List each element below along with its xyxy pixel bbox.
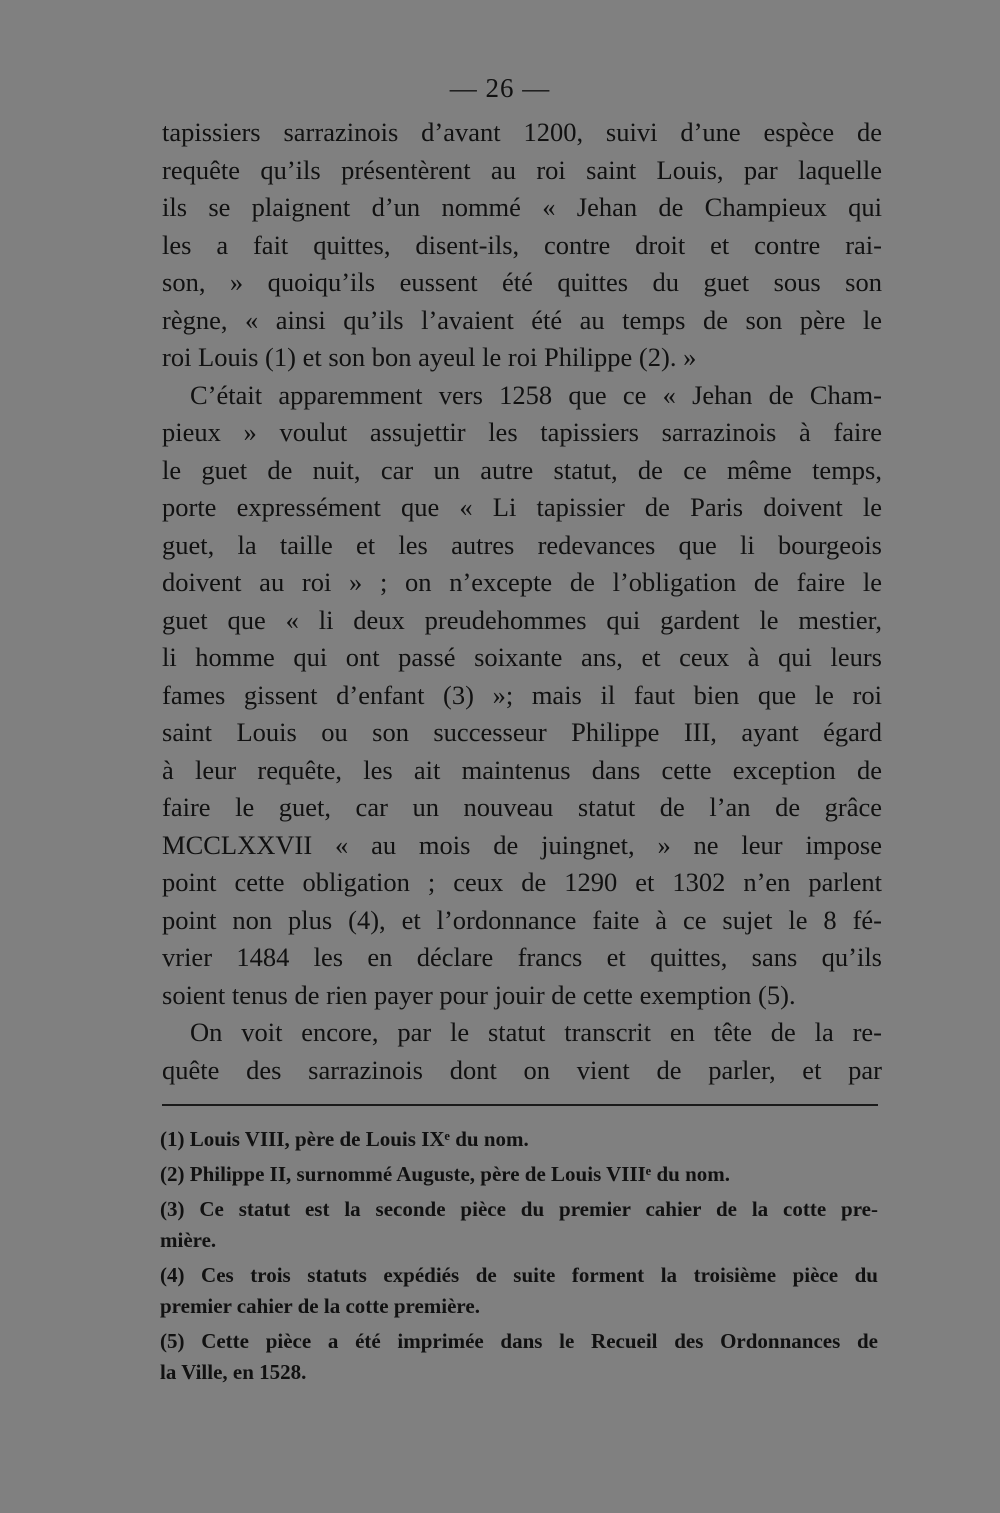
text-line: roi Louis (1) et son bon ayeul le roi Philippe (2). » [162, 342, 697, 372]
text-line: On voit encore, par le statut transcrit en tête de la re- [190, 1017, 882, 1047]
footnote-4: (4) Ces trois statuts expédiés de suite forment la troisième pièce du [160, 1263, 878, 1287]
footnote-4-continued: premier cahier de la cotte première. [160, 1294, 480, 1318]
text-line: vrier 1484 les en déclare francs et quittes, sans qu’ils [162, 942, 882, 972]
text-line: soient tenus de rien payer pour jouir de cette exemption (5). [162, 979, 796, 1010]
text-line: ils se plaignent d’un nommé « Jehan de Champieux qui [162, 192, 882, 222]
text-line: porte expressément que « Li tapissier de Paris doivent le [162, 492, 882, 522]
text-line: point non plus (4), et l’ordonnance faite à ce sujet le 8 fé- [162, 904, 882, 935]
text-line: le guet de nuit, car un autre statut, de ce même temps, [162, 454, 882, 485]
footnote-5-continued: la Ville, en 1528. [160, 1360, 307, 1384]
text-line: MCCLXXVII « au mois de juingnet, » ne leur impose [162, 829, 882, 860]
text-line: requête qu’ils présentèrent au roi saint Louis, par laquelle [162, 154, 882, 185]
main-text [162, 114, 882, 1089]
text-line: C’était apparemment vers 1258 que ce « Jehan de Cham- [190, 379, 882, 410]
text-line: les a fait quittes, disent-ils, contre droit et contre rai- [162, 229, 882, 260]
text-line: saint Louis ou son successeur Philippe III, ayant égard [162, 717, 882, 747]
text-line: fames gissent d’enfant (3) »; mais il faut bien que le roi [162, 679, 882, 710]
footnotes [160, 1124, 878, 1388]
footnote-3-continued: mière. [160, 1228, 217, 1252]
text-line: pieux » voulut assujettir les tapissiers sarrazinois à faire [162, 417, 882, 447]
footnote-3: (3) Ce statut est la seconde pièce du premier cahier de la cotte pre- [160, 1197, 878, 1221]
footnote-1: (1) Louis VIII, père de Louis IXᵉ du nom. [160, 1127, 529, 1151]
text-line: à leur requête, les ait maintenus dans cette exception de [162, 754, 882, 785]
page-number: — 26 — [449, 73, 551, 103]
text-line: règne, « ainsi qu’ils l’avaient été au temps de son père le [162, 304, 882, 335]
text-line: tapissiers sarrazinois d’avant 1200, suivi d’une espèce de [162, 117, 882, 147]
text-line: point cette obligation ; ceux de 1290 et 1302 n’en parlent [162, 867, 882, 897]
text-line: faire le guet, car un nouveau statut de l’an de grâce [162, 792, 882, 822]
footnote-2: (2) Philippe II, surnommé Auguste, père de Louis VIIIᵉ du nom. [160, 1162, 731, 1186]
text-line: doivent au roi » ; on n’excepte de l’obligation de faire le [162, 567, 882, 597]
footnote-5: (5) Cette pièce a été imprimée dans le Recueil des Ordonnances de [160, 1329, 878, 1353]
text-line: guet que « li deux preudehommes qui gardent le mestier, [162, 604, 882, 635]
text-line: quête des sarrazinois dont on vient de parler, et par [162, 1054, 882, 1085]
text-line: li homme qui ont passé soixante ans, et ceux à qui leurs [162, 642, 882, 672]
footnote-rule [162, 1104, 878, 1106]
text-line: son, » quoiqu’ils eussent été quittes du guet sous son [162, 267, 882, 297]
text-line: guet, la taille et les autres redevances que li bourgeois [162, 529, 882, 560]
